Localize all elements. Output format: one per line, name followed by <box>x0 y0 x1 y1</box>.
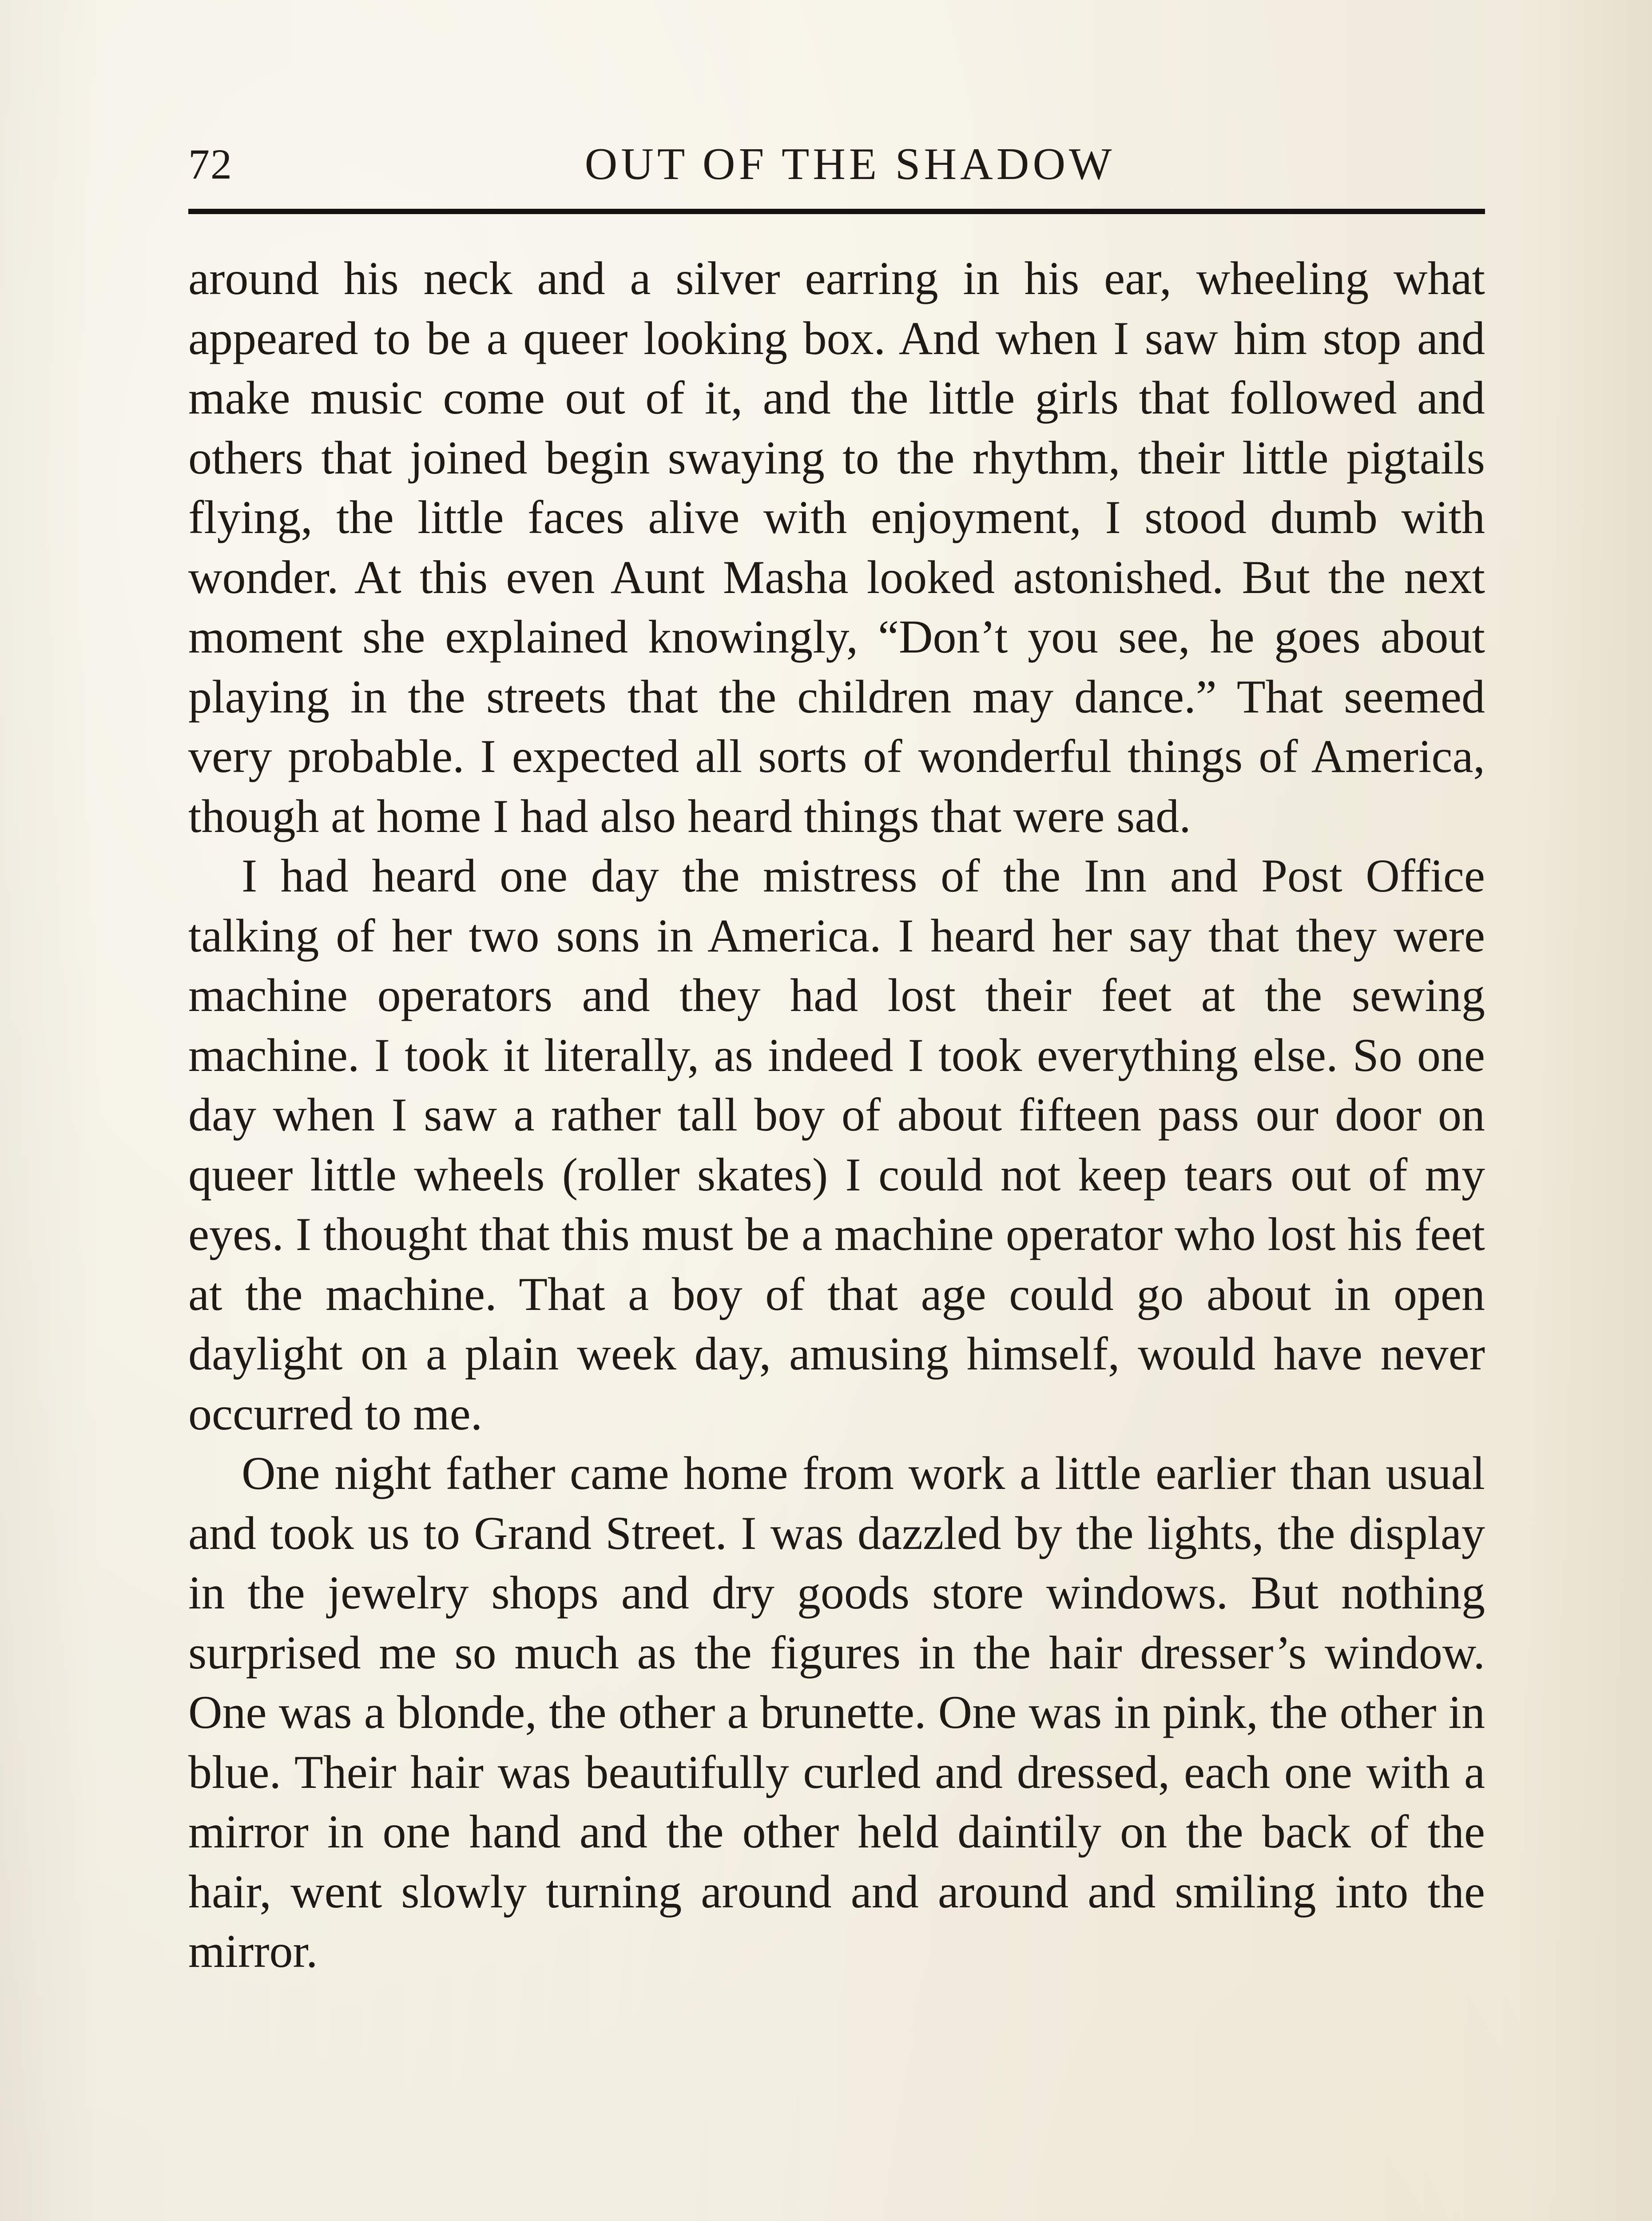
body-text <box>188 249 1485 1982</box>
header-rule <box>188 209 1485 214</box>
paragraph-1: around his neck and a silver earring in his ear, wheeling what appeared to be a queer looking box. And when I saw him stop and make music come out of it, and the little girls that followed and others that joined begin swaying to the rhythm, their little pigtails flying, the little faces alive with enjoyment, I stood dumb with wonder. At this even Aunt Masha looked astonished. But the next moment she explained knowingly, “Don’t you see, he goes about playing in the streets that the children may dance.” That seemed very probable. I expected all sorts of wonderful things of America, though at home I had also heard things that were sad. <box>188 252 1485 842</box>
paragraph-3: One night father came home from work a little earlier than usual and took us to Grand Street. I was dazzled by the lights, the display in the jewelry shops and dry goods store windows. But nothing surprised me so much as the figures in the hair dresser’s window. One was a blonde, the other a brunette. One was in pink, the other in blue. Their hair was beautifully curled and dressed, each one with a mirror in one hand and the other held daintily on the back of the hair, went slowly turning around and around and smiling into the mirror. <box>188 1447 1485 1977</box>
running-head: OUT OF THE SHADOW <box>584 139 1116 189</box>
page-header <box>188 133 1485 195</box>
page-number: 72 <box>188 140 233 188</box>
paragraph-2: I had heard one day the mistress of the Inn and Post Office talking of her two sons in America. I heard her say that they were machine operators and they had lost their feet at the sewing machine. I took it literally, as indeed I took everything else. So one day when I saw a rather tall boy of about fifteen pass our door on queer little wheels (roller skates) I could not keep tears out of my eyes. I thought that this must be a machine operator who lost his feet at the machine. That a boy of that age could go about in open daylight on a plain week day, amusing himself, would have never occurred to me. <box>188 850 1485 1440</box>
